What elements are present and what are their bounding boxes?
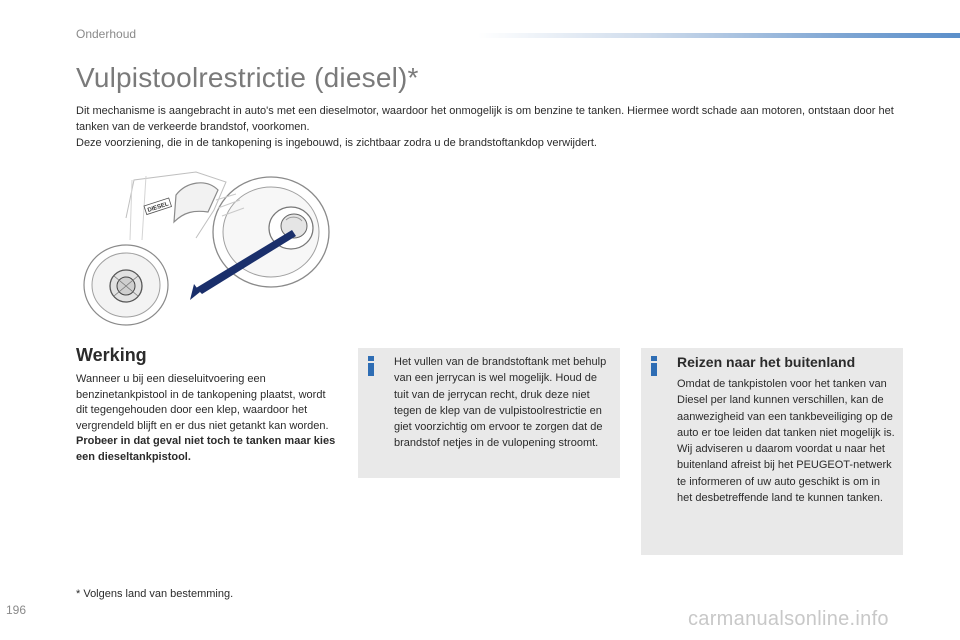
fuel-filler-diesel-illustration-icon [76,160,344,335]
jerrycan-paragraph: Het vullen van de brandstoftank met behulp van een jerrycan is wel mogelijk. Houd de tuit van de jerrycan recht, druk deze niet tegen de klep van de vulpistoolrestrictie en giet voorzichtig om ervoor te zorgen dat de brandstof netjes in de vulopening stroomt. [394,356,607,450]
intro-paragraph-1: Dit mechanisme is aangebracht in auto's met een dieselmotor, waardoor het onmogelijk is om benzine te tanken. Hiermee wordt schade aan motoren, ontstaan door het tanken van de verkeerde brandstof, voorkomen. [76,105,894,133]
footnote: * Volgens land van bestemming. [76,588,234,600]
info-icon [649,356,659,376]
page-number: 196 [6,603,27,617]
abroad-heading: Reizen naar het buitenland [677,354,856,370]
section-label: Onderhoud [76,27,137,41]
abroad-paragraph-2: Wij adviseren u daarom voordat u naar het buitenland afreist bij het PEUGEOT-netwerk te informeren of uw auto geschikt is om in het desbetreffende land te kunnen tanken. [677,443,892,505]
diesel-label: DIESEL [146,201,170,214]
fuel-filler-illustration [76,160,344,335]
intro-paragraph-2: Deze voorziening, die in de tankopening is ingebouwd, is zichtbaar zodra u de brandstoftankdop verwijdert. [76,137,597,149]
header-accent-bar [478,33,960,38]
info-box-abroad-text [677,376,897,506]
abroad-paragraph-1: Omdat de tankpistolen voor het tanken van Diesel per land kunnen verschillen, kan de aanwezigheid van een tankbeveiliging op de auto er toe leiden dat tanken niet mogelijk is. [677,378,895,439]
info-box-jerrycan [358,348,620,478]
werking-paragraph: Wanneer u bij een dieseluitvoering een benzinetankpistool in de tankopening plaatst, wordt dit tegengehouden door een klep, waardoor het vergrendeld blijft en er dus niet getankt kan worden. [76,373,329,432]
watermark-text: carmanualsonline.info [688,608,889,630]
info-box-abroad [641,348,903,555]
werking-heading: Werking [76,345,147,365]
info-box-jerrycan-text [394,354,614,452]
werking-body [76,372,338,466]
page-title: Vulpistoolrestrictie (diesel)* [76,62,419,93]
werking-warning: Probeer in dat geval niet toch te tanken maar kies een dieseltankpistool. [76,435,336,463]
intro-text [76,103,906,151]
info-icon [366,356,376,376]
